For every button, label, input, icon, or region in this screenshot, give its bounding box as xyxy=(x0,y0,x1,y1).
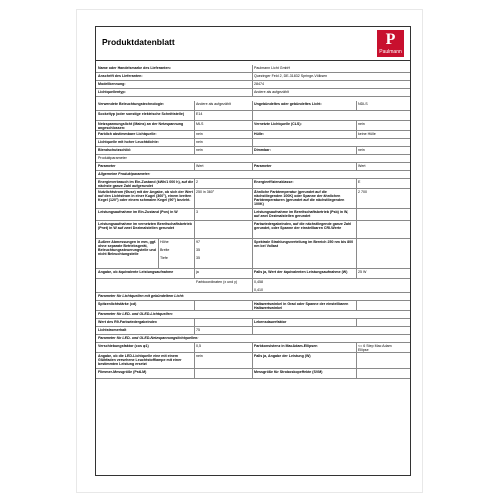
cell-divider xyxy=(252,65,253,72)
table-cell: nein xyxy=(358,122,365,126)
table-cell: Messgröße für Stroboskopeffekte (SVM) xyxy=(254,370,323,374)
cell-divider xyxy=(356,209,357,220)
table-row xyxy=(96,301,410,311)
table-cell: Andere als aufgezählt xyxy=(196,102,231,106)
cell-divider xyxy=(356,239,357,268)
table-row xyxy=(96,369,410,379)
cell-divider xyxy=(252,327,253,334)
table-cell: NDLS xyxy=(358,102,368,106)
datasheet-frame xyxy=(95,26,411,476)
cell-divider xyxy=(194,147,195,154)
cell-divider xyxy=(194,111,195,120)
cell-divider xyxy=(194,369,195,378)
table-cell: 28474 xyxy=(254,82,264,86)
table-row xyxy=(96,311,410,319)
table-cell: Hülle: xyxy=(254,132,264,136)
table-cell: Spektrale Strahlungsverteilung im Bereich 250 nm bis 800 nm bei Vollast xyxy=(254,240,354,248)
brand-logo xyxy=(377,30,404,57)
cell-divider xyxy=(252,269,253,278)
cell-divider xyxy=(252,369,253,378)
table-cell: Ähnliche Farbtemperatur (gerundet auf die nächstliegenden 100K) oder Spanne der ähnlichen Farbtemperaturen (gerundet auf die nächstliegenden 100K) xyxy=(254,190,345,206)
table-cell: Vernetzte Lichtquelle (CLS): xyxy=(254,122,302,126)
cell-divider xyxy=(252,179,253,188)
table-cell: Angabe, ob die LED-Lichtquelle eine mit einem Glühfaden versehene Leuchtstofflampe mit einer bestimmten Leistung ersetzt xyxy=(98,354,182,366)
table-cell: Leistungsaufnahme im Bereitschaftsbetrieb (Psb) in W, auf zwei Dezimalstellen gerundet xyxy=(254,210,349,218)
cell-divider xyxy=(194,343,195,352)
table-cell: Parameter für LED- und OLED-Netzspannungslichtquellen: xyxy=(98,336,199,340)
table-cell: Modellkennung: xyxy=(98,82,126,86)
cell-divider xyxy=(158,239,159,268)
table-cell: E14 xyxy=(196,112,203,116)
cell-divider xyxy=(194,163,195,170)
cell-divider xyxy=(252,131,253,138)
table-cell: Spitzenlichtstärke (cd) xyxy=(98,302,137,306)
table-cell: Flimmer-Messgröße (PstLM) xyxy=(98,370,147,374)
table-cell: Paulmann Licht GmbH xyxy=(254,66,291,70)
table-cell: Parameter für LED- und OLED-Lichtquellen: xyxy=(98,312,173,316)
table-row xyxy=(96,139,410,147)
table-cell: Leistungsaufnahme im Ein-Zustand (Pon) in W xyxy=(98,210,178,214)
cell-divider xyxy=(252,189,253,208)
table-row xyxy=(96,293,410,301)
table-cell: Wert xyxy=(196,164,204,168)
table-cell: Farblich abstimmbare Lichtquelle: xyxy=(98,132,157,136)
table-cell: Produktparameter xyxy=(98,156,127,160)
cell-divider xyxy=(194,179,195,188)
cell-divider xyxy=(252,209,253,220)
table-cell: Andere als aufgezählt xyxy=(254,90,289,94)
cell-divider xyxy=(356,343,357,352)
table-cell: Farbkonsistenz in MacAdam-Ellipsen xyxy=(254,344,318,348)
cell-divider xyxy=(194,269,195,278)
table-cell: 2 xyxy=(196,180,198,184)
table-row xyxy=(96,73,410,81)
datasheet-table xyxy=(96,65,410,475)
table-row xyxy=(96,221,410,239)
table-row xyxy=(96,209,410,221)
table-cell: nein xyxy=(196,148,203,152)
table-cell: 25 W xyxy=(358,270,367,274)
table-row xyxy=(96,319,410,327)
table-cell: 250 in 360° xyxy=(196,190,215,194)
brand-mark: P xyxy=(385,31,396,48)
table-row xyxy=(96,81,410,89)
table-row xyxy=(96,179,410,189)
cell-divider xyxy=(356,269,357,278)
table-cell: MLS xyxy=(196,122,204,126)
cell-divider xyxy=(356,163,357,170)
page-title: Produktdatenblatt xyxy=(102,37,175,47)
table-cell: Quezinger Feld 2, DE-31832 Springe-Völksen xyxy=(254,74,328,78)
table-cell: 2 700 xyxy=(358,190,367,194)
table-cell: Nutzlichtstrom (Φuse) mit der Angabe, ob sich der Wert auf den Lichtstrom in einer Kugel (360°), einem breiten Kegel (120°) oder einem schmalen Kegel (90°) bezieht. xyxy=(98,190,193,202)
table-cell: ja xyxy=(196,270,199,274)
cell-divider xyxy=(252,319,253,326)
table-cell: Leistungsaufnahme im vernetzten Bereitschaftsbetrieb (Pnet) in W auf zwei Dezimalstellen gerundet xyxy=(98,222,192,230)
table-cell: Lebensdauerfaktor xyxy=(254,320,287,324)
cell-divider xyxy=(356,221,357,238)
table-cell: Parameter xyxy=(98,164,116,168)
table-cell: nein xyxy=(196,140,203,144)
cell-divider xyxy=(194,209,195,220)
table-row xyxy=(96,131,410,139)
table-row xyxy=(96,353,410,369)
table-cell: Verwendete Beleuchtungstechnologie: xyxy=(98,102,165,106)
table-cell: Lichtquelle mit hoher Leuchtdichte: xyxy=(98,140,159,144)
table-row xyxy=(96,269,410,279)
cell-divider xyxy=(252,139,253,146)
cell-divider xyxy=(194,189,195,208)
cell-divider xyxy=(356,301,357,310)
cell-divider xyxy=(252,121,253,130)
table-row xyxy=(96,163,410,171)
cell-divider xyxy=(252,301,253,310)
cell-divider xyxy=(194,221,195,238)
table-cell: Parameter für Lichtquellen mit gebündeltem Licht: xyxy=(98,294,185,298)
table-cell: Wert des R9-Farbwiedergabeindex xyxy=(98,320,157,324)
table-row xyxy=(96,343,410,353)
table-cell: Blendschutzschild: xyxy=(98,148,131,152)
cell-divider xyxy=(252,101,253,110)
table-cell: Lichtstromerhalt xyxy=(98,328,127,332)
table-cell: Lichtquellentyp: xyxy=(98,90,126,94)
table-row xyxy=(96,189,410,209)
table-cell: Äußere Abmessungen in mm, ggf. ohne separate Betriebsgerät, Beleuchtungssteuerungsteile und nicht Beleuchtungsteile xyxy=(98,240,157,256)
table-cell: Angabe, ob äquivalente Leistungsaufnahme xyxy=(98,270,174,274)
cell-divider xyxy=(252,343,253,352)
cell-divider xyxy=(356,121,357,130)
table-cell: <= 6 Step Mac Adam Ellipse xyxy=(358,344,392,352)
table-cell: Verschiebungsfaktor (cos φ1) xyxy=(98,344,149,348)
cell-divider xyxy=(194,101,195,110)
table-cell: Falls ja, Angabe der Leistung (W) xyxy=(254,354,311,358)
cell-divider xyxy=(194,121,195,130)
cell-divider xyxy=(252,147,253,154)
cell-divider xyxy=(194,319,195,326)
table-cell: Sockeltyp (oder sonstige elektrische Schnittstelle) xyxy=(98,112,185,116)
table-cell: 3 xyxy=(196,210,198,214)
table-cell: Anschrift des Lieferanten: xyxy=(98,74,143,78)
brand-name: Paulmann xyxy=(379,49,402,55)
table-cell: nein xyxy=(358,148,365,152)
table-cell: Ungebündeltes oder gebündeltes Licht: xyxy=(254,102,322,106)
cell-divider xyxy=(252,81,253,88)
cell-divider xyxy=(356,101,357,110)
table-row xyxy=(96,327,410,335)
cell-divider xyxy=(194,239,195,268)
table-cell: Allgemeine Produktparameter: xyxy=(98,172,151,176)
table-cell: 97 35 35 xyxy=(196,240,200,260)
cell-divider xyxy=(252,239,253,268)
cell-divider xyxy=(252,279,253,292)
product-datasheet-page xyxy=(77,10,422,492)
table-row xyxy=(96,147,410,155)
table-row xyxy=(96,335,410,343)
table-cell: Energieverbrauch im Ein-Zustand (kWh/1 000 h), auf die nächste ganze Zahl aufgerundet xyxy=(98,180,194,188)
table-cell: Parameter xyxy=(254,164,272,168)
table-row xyxy=(96,239,410,269)
cell-divider xyxy=(356,319,357,326)
table-row xyxy=(96,121,410,131)
cell-divider xyxy=(194,353,195,368)
table-cell: Name oder Handelsmarke des Lieferanten: xyxy=(98,66,171,70)
cell-divider xyxy=(252,111,253,120)
table-cell: Höhe Breite Tiefe xyxy=(160,240,170,260)
table-cell: E xyxy=(358,180,361,184)
cell-divider xyxy=(252,221,253,238)
table-cell: Netzspannungslicht (Mains) an der Netzspannung angeschlossen: xyxy=(98,122,184,130)
cell-divider xyxy=(194,327,195,334)
table-cell: Energieeffizienzklasse: xyxy=(254,180,294,184)
cell-divider xyxy=(194,301,195,310)
cell-divider xyxy=(252,163,253,170)
table-row xyxy=(96,89,410,97)
cell-divider xyxy=(252,89,253,96)
cell-divider xyxy=(356,147,357,154)
table-cell: Farbkoordinaten (x und y) xyxy=(196,280,238,284)
table-cell: keine Hülle xyxy=(358,132,376,136)
cell-divider xyxy=(356,179,357,188)
cell-divider xyxy=(194,139,195,146)
table-row xyxy=(96,279,410,293)
cell-divider xyxy=(356,369,357,378)
cell-divider xyxy=(356,353,357,368)
table-cell: Halbwertswinkel in Grad oder Spanne der einstellbaren Halbwertswinkel xyxy=(254,302,349,310)
cell-divider xyxy=(356,131,357,138)
table-cell: nein xyxy=(196,354,203,358)
table-row xyxy=(96,171,410,179)
table-row xyxy=(96,111,410,121)
table-cell: Wert xyxy=(358,164,366,168)
table-cell: Falls ja, Wert der äquivalenten Leistungsaufnahme (W) xyxy=(254,270,348,274)
cell-divider xyxy=(356,189,357,208)
table-cell: Farbwiedergabeindex, auf die nächstliegende ganze Zahl gerundet, oder Spanne der einstellbaren CRI-Werte xyxy=(254,222,352,230)
table-cell: 0,458 0,410 xyxy=(254,280,263,292)
cell-divider xyxy=(194,131,195,138)
table-row xyxy=(96,155,410,163)
table-cell: Dimmbar: xyxy=(254,148,271,152)
datasheet-header xyxy=(96,27,410,61)
table-cell: nein xyxy=(196,132,203,136)
table-cell: 0,5 xyxy=(196,344,201,348)
table-row xyxy=(96,101,410,111)
cell-divider xyxy=(252,353,253,368)
cell-divider xyxy=(252,73,253,80)
table-cell: 75 xyxy=(196,328,200,332)
table-row xyxy=(96,65,410,73)
